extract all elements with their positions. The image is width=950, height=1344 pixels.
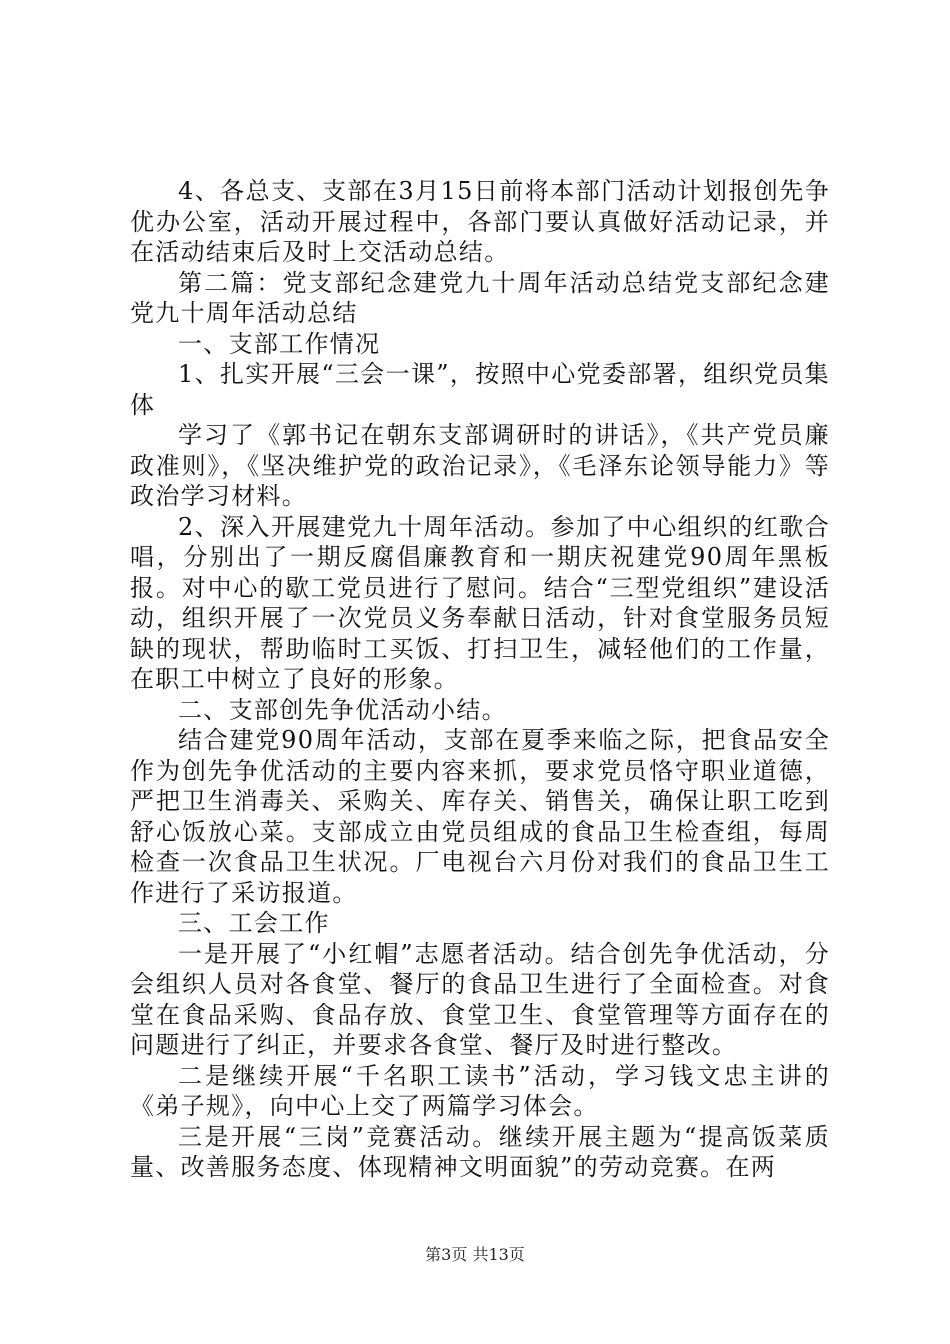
paragraph-three-meetings: 1、扎实开展“三会一课”，按照中心党委部署，组织党员集体 (130, 360, 830, 419)
paragraph-anniversary-activities: 2、深入开展建党九十周年活动。参加了中心组织的红歌合唱，分别出了一期反腐倡廉教育和一期庆祝建党90周年黑板报。对中心的歇工党员进行了慰问。结合“三型党组织”建设活动，组织开展了一次党员义务奉献日活动，针对食堂服务员短缺的现状，帮助临时工买饭、打扫卫生，减轻他们的工作量，在职工中树立了良好的形象。 (130, 512, 830, 693)
paragraph-item-4: 4、各总支、支部在3月15日前将本部门活动计划报创先争优办公室，活动开展过程中，各部门要认真做好活动记录，并在活动结束后及时上交活动总结。 (130, 177, 830, 266)
paragraph-food-safety: 结合建党90周年活动，支部在夏季来临之际，把食品安全作为创先争优活动的主要内容来抓，要求党员恪守职业道德，严把卫生消毒关、采购关、库存关、销售关，确保让职工吃到舒心饭放心菜。支部成立由党员组成的食品卫生检查组，每周检查一次食品卫生状况。厂电视台六月份对我们的食品卫生工作进行了采访报道。 (130, 726, 830, 907)
paragraph-volunteer-activity: 一是开展了“小红帽”志愿者活动。结合创先争优活动，分会组织人员对各食堂、餐厅的食品卫生进行了全面检查。对食堂在食品采购、食品存放、食堂卫生、食堂管理等方面存在的问题进行了纠正，并要求各食堂、餐厅及时进行整改。 (130, 939, 830, 1059)
document-body (130, 176, 830, 1183)
heading-union-work: 三、工会工作 (178, 909, 330, 937)
paragraph-competition-activity: 三是开展“三岗”竞赛活动。继续开展主题为“提高饭菜质量、改善服务态度、体现精神文明面貌”的劳动竞赛。在两 (130, 1122, 830, 1181)
section-title-second-article: 第二篇：党支部纪念建党九十周年活动总结党支部纪念建党九十周年活动总结 (130, 268, 830, 327)
heading-excellence-summary: 二、支部创先争优活动小结。 (178, 695, 507, 724)
paragraph-study-materials: 学习了《郭书记在朝东支部调研时的讲话》，《共产党员廉政准则》，《坚决维护党的政治记录》，《毛泽东论领导能力》等政治学习材料。 (130, 421, 830, 510)
heading-branch-work: 一、支部工作情况 (178, 329, 381, 358)
page-footer: 第3页 共13页 (425, 1245, 525, 1264)
paragraph-reading-activity: 二是继续开展“千名职工读书”活动，学习钱文忠主讲的《弟子规》，向中心上交了两篇学习体会。 (130, 1061, 830, 1120)
